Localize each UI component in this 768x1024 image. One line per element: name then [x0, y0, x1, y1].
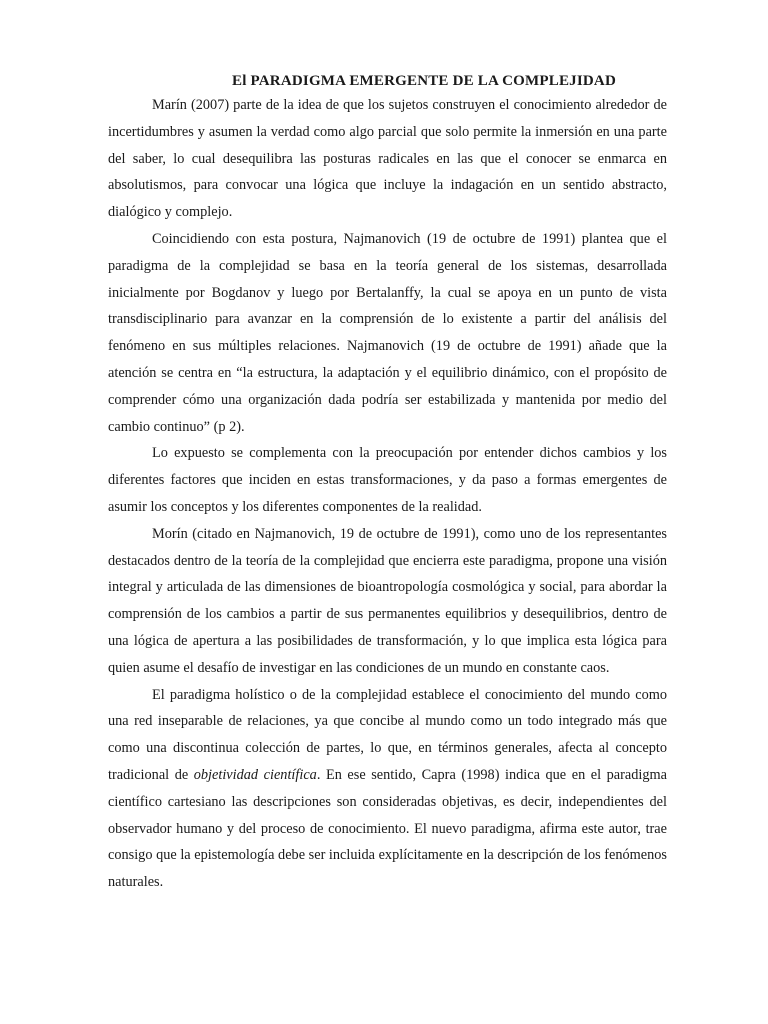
paragraph-5	[108, 682, 667, 896]
paragraph-2: Coincidiendo con esta postura, Najmanovich (19 de octubre de 1991) plantea que el paradigma de la complejidad se basa en la teoría general de los sistemas, desarrollada inicialmente por Bogdanov y luego por Bertalanffy, la cual se apoya en un punto de vista transdisciplinario para avanzar en la comprensión de lo existente a partir del análisis del fenómeno en sus múltiples relaciones. Najmanovich (19 de octubre de 1991) añade que la atención se centra en “la estructura, la adaptación y el equilibrio dinámico, con el propósito de comprender cómo una organización dada podría ser estabilizada y mantenida por medio del cambio continuo” (p 2).	[108, 230, 667, 435]
paragraph-5-italic-term: objetividad científica	[193, 766, 317, 783]
paragraph-4: Morín (citado en Najmanovich, 19 de octubre de 1991), como uno de los representantes destacados dentro de la teoría de la complejidad que encierra este paradigma, propone una visión integral y articulada de las dimensiones de bioantropología cosmológica y social, para abordar la comprensión de los cambios a partir de sus permanentes equilibrios y desequilibrios, dentro de una lógica de apertura a las posibilidades de transformación, y lo que implica esta lógica para quien asume el desafío de investigar en las condiciones de un mundo en constante caos.	[108, 525, 667, 676]
paragraph-5-text-before: El paradigma holístico o de la complejidad establece el conocimiento del mundo como una red inseparable de relaciones, ya que concibe al mundo como un todo integrado más que como una discontinua colección de partes, lo que, en términos generales, afecta al concepto tradicional de	[108, 686, 667, 783]
paragraph-1: Marín (2007) parte de la idea de que los sujetos construyen el conocimiento alrededor de incertidumbres y asumen la verdad como algo parcial que solo permite la inmersión en una parte del saber, lo cual desequilibra las posturas radicales en las que el conocer se enmarca en absolutismos, para convocar una lógica que incluye la indagación en un sentido abstracto, dialógico y complejo.	[108, 97, 667, 221]
document-body	[108, 92, 667, 896]
paragraph-3: Lo expuesto se complementa con la preocupación por entender dichos cambios y los diferentes factores que inciden en estas transformaciones, y da paso a formas emergentes de asumir los conceptos y los diferentes componentes de la realidad.	[108, 445, 667, 515]
document-title: El PARADIGMA EMERGENTE DE LA COMPLEJIDAD	[232, 73, 616, 89]
paragraph-5-text-after: . En ese sentido, Capra (1998) indica que en el paradigma científico cartesiano las descripciones son consideradas objetivas, es decir, independientes del observador humano y del proceso de conocimiento. El nuevo paradigma, afirma este autor, trae consigo que la epistemología debe ser incluida explícitamente en la descripción de los fenómenos naturales.	[108, 766, 667, 891]
